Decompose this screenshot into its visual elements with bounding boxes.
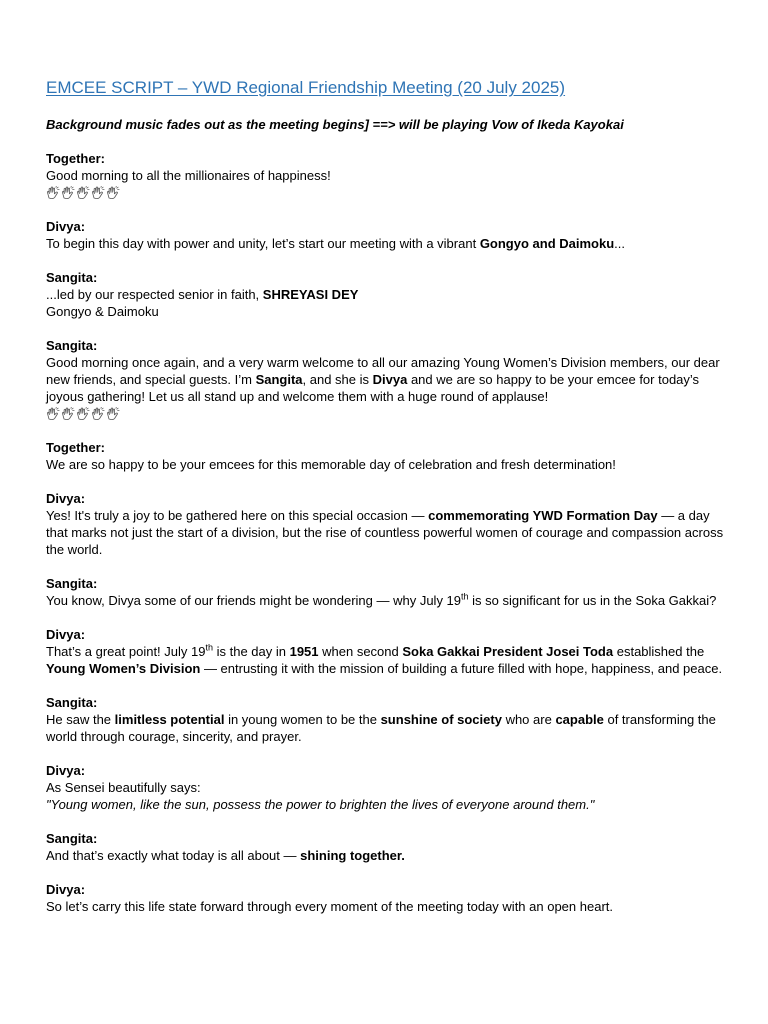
applause-emoji-row (46, 405, 728, 422)
dialogue-line: Good morning once again, and a very warm welcome to all our amazing Young Women’s Division members, our dear new friends, and special guests. I’m Sangita, and she is Divya and we are so happy to be your emcee for today’s joyous gathering! Let us all stand up and welcome them with a huge round of applause! (46, 355, 720, 404)
clapping-hands-icon (76, 186, 90, 199)
speaker-label: Together: (46, 151, 105, 166)
script-block-together-greeting (46, 150, 728, 201)
dialogue-line: Gongyo & Daimoku (46, 304, 159, 319)
script-block-divya-opening (46, 218, 728, 252)
script-block-sangita-shining (46, 830, 728, 864)
clapping-hands-icon (106, 407, 120, 420)
applause-emoji-row (46, 184, 728, 201)
dialogue-line: And that’s exactly what today is all about — shining together. (46, 848, 405, 863)
clapping-hands-icon (46, 186, 60, 199)
speaker-label: Divya: (46, 882, 86, 897)
speaker-label: Divya: (46, 627, 86, 642)
dialogue-line: You know, Divya some of our friends might be wondering — why July 19th is so significant for us in the Soka Gakkai? (46, 591, 717, 608)
script-block-divya-sensei-quote (46, 762, 728, 813)
intro-stage-direction: Background music fades out as the meeting begins] ==> will be playing Vow of Ikeda Kayokai (46, 117, 624, 132)
script-block-sangita-potential (46, 694, 728, 745)
script-block-together-emcees (46, 439, 728, 473)
clapping-hands-icon (91, 407, 105, 420)
speaker-label: Sangita: (46, 695, 98, 710)
dialogue-line: To begin this day with power and unity, let’s start our meeting with a vibrant Gongyo and Daimoku... (46, 236, 625, 251)
dialogue-line: So let’s carry this life state forward through every moment of the meeting today with an open heart. (46, 899, 613, 914)
clapping-hands-icon (61, 186, 75, 199)
clapping-hands-icon (61, 407, 75, 420)
speaker-label: Divya: (46, 219, 86, 234)
script-block-divya-closing (46, 881, 728, 915)
script-block-sangita-welcome (46, 337, 728, 422)
speaker-label: Together: (46, 440, 105, 455)
speaker-label: Sangita: (46, 831, 98, 846)
sensei-quote: "Young women, like the sun, possess the power to brighten the lives of everyone around them." (46, 797, 595, 812)
dialogue-line: ...led by our respected senior in faith, SHREYASI DEY (46, 287, 359, 302)
speaker-label: Sangita: (46, 576, 98, 591)
document-title: EMCEE SCRIPT – YWD Regional Friendship Meeting (20 July 2025) (46, 78, 566, 97)
script-block-divya-formation-day (46, 490, 728, 558)
speaker-label: Divya: (46, 491, 86, 506)
dialogue-line: We are so happy to be your emcees for this memorable day of celebration and fresh determination! (46, 457, 616, 472)
clapping-hands-icon (46, 407, 60, 420)
dialogue-line: Yes! It's truly a joy to be gathered here on this special occasion — commemorating YWD Formation Day — a day that marks not just the start of a division, but the rise of countless powerful women of courage and compassion across the world. (46, 508, 724, 557)
script-block-divya-history (46, 626, 728, 677)
clapping-hands-icon (106, 186, 120, 199)
clapping-hands-icon (76, 407, 90, 420)
speaker-label: Sangita: (46, 270, 98, 285)
dialogue-line: He saw the limitless potential in young women to be the sunshine of society who are capable of transforming the world through courage, sincerity, and prayer. (46, 712, 716, 744)
dialogue-line: That’s a great point! July 19th is the day in 1951 when second Soka Gakkai President Josei Toda established the Young Women’s Division — entrusting it with the mission of building a future filled with hope, happiness, and peace. (46, 642, 723, 676)
clapping-hands-icon (91, 186, 105, 199)
dialogue-line: Good morning to all the millionaires of happiness! (46, 168, 331, 183)
script-block-sangita-question (46, 575, 728, 609)
dialogue-line: As Sensei beautifully says: (46, 780, 201, 795)
speaker-label: Divya: (46, 763, 86, 778)
script-block-sangita-gongyo (46, 269, 728, 320)
speaker-label: Sangita: (46, 338, 98, 353)
